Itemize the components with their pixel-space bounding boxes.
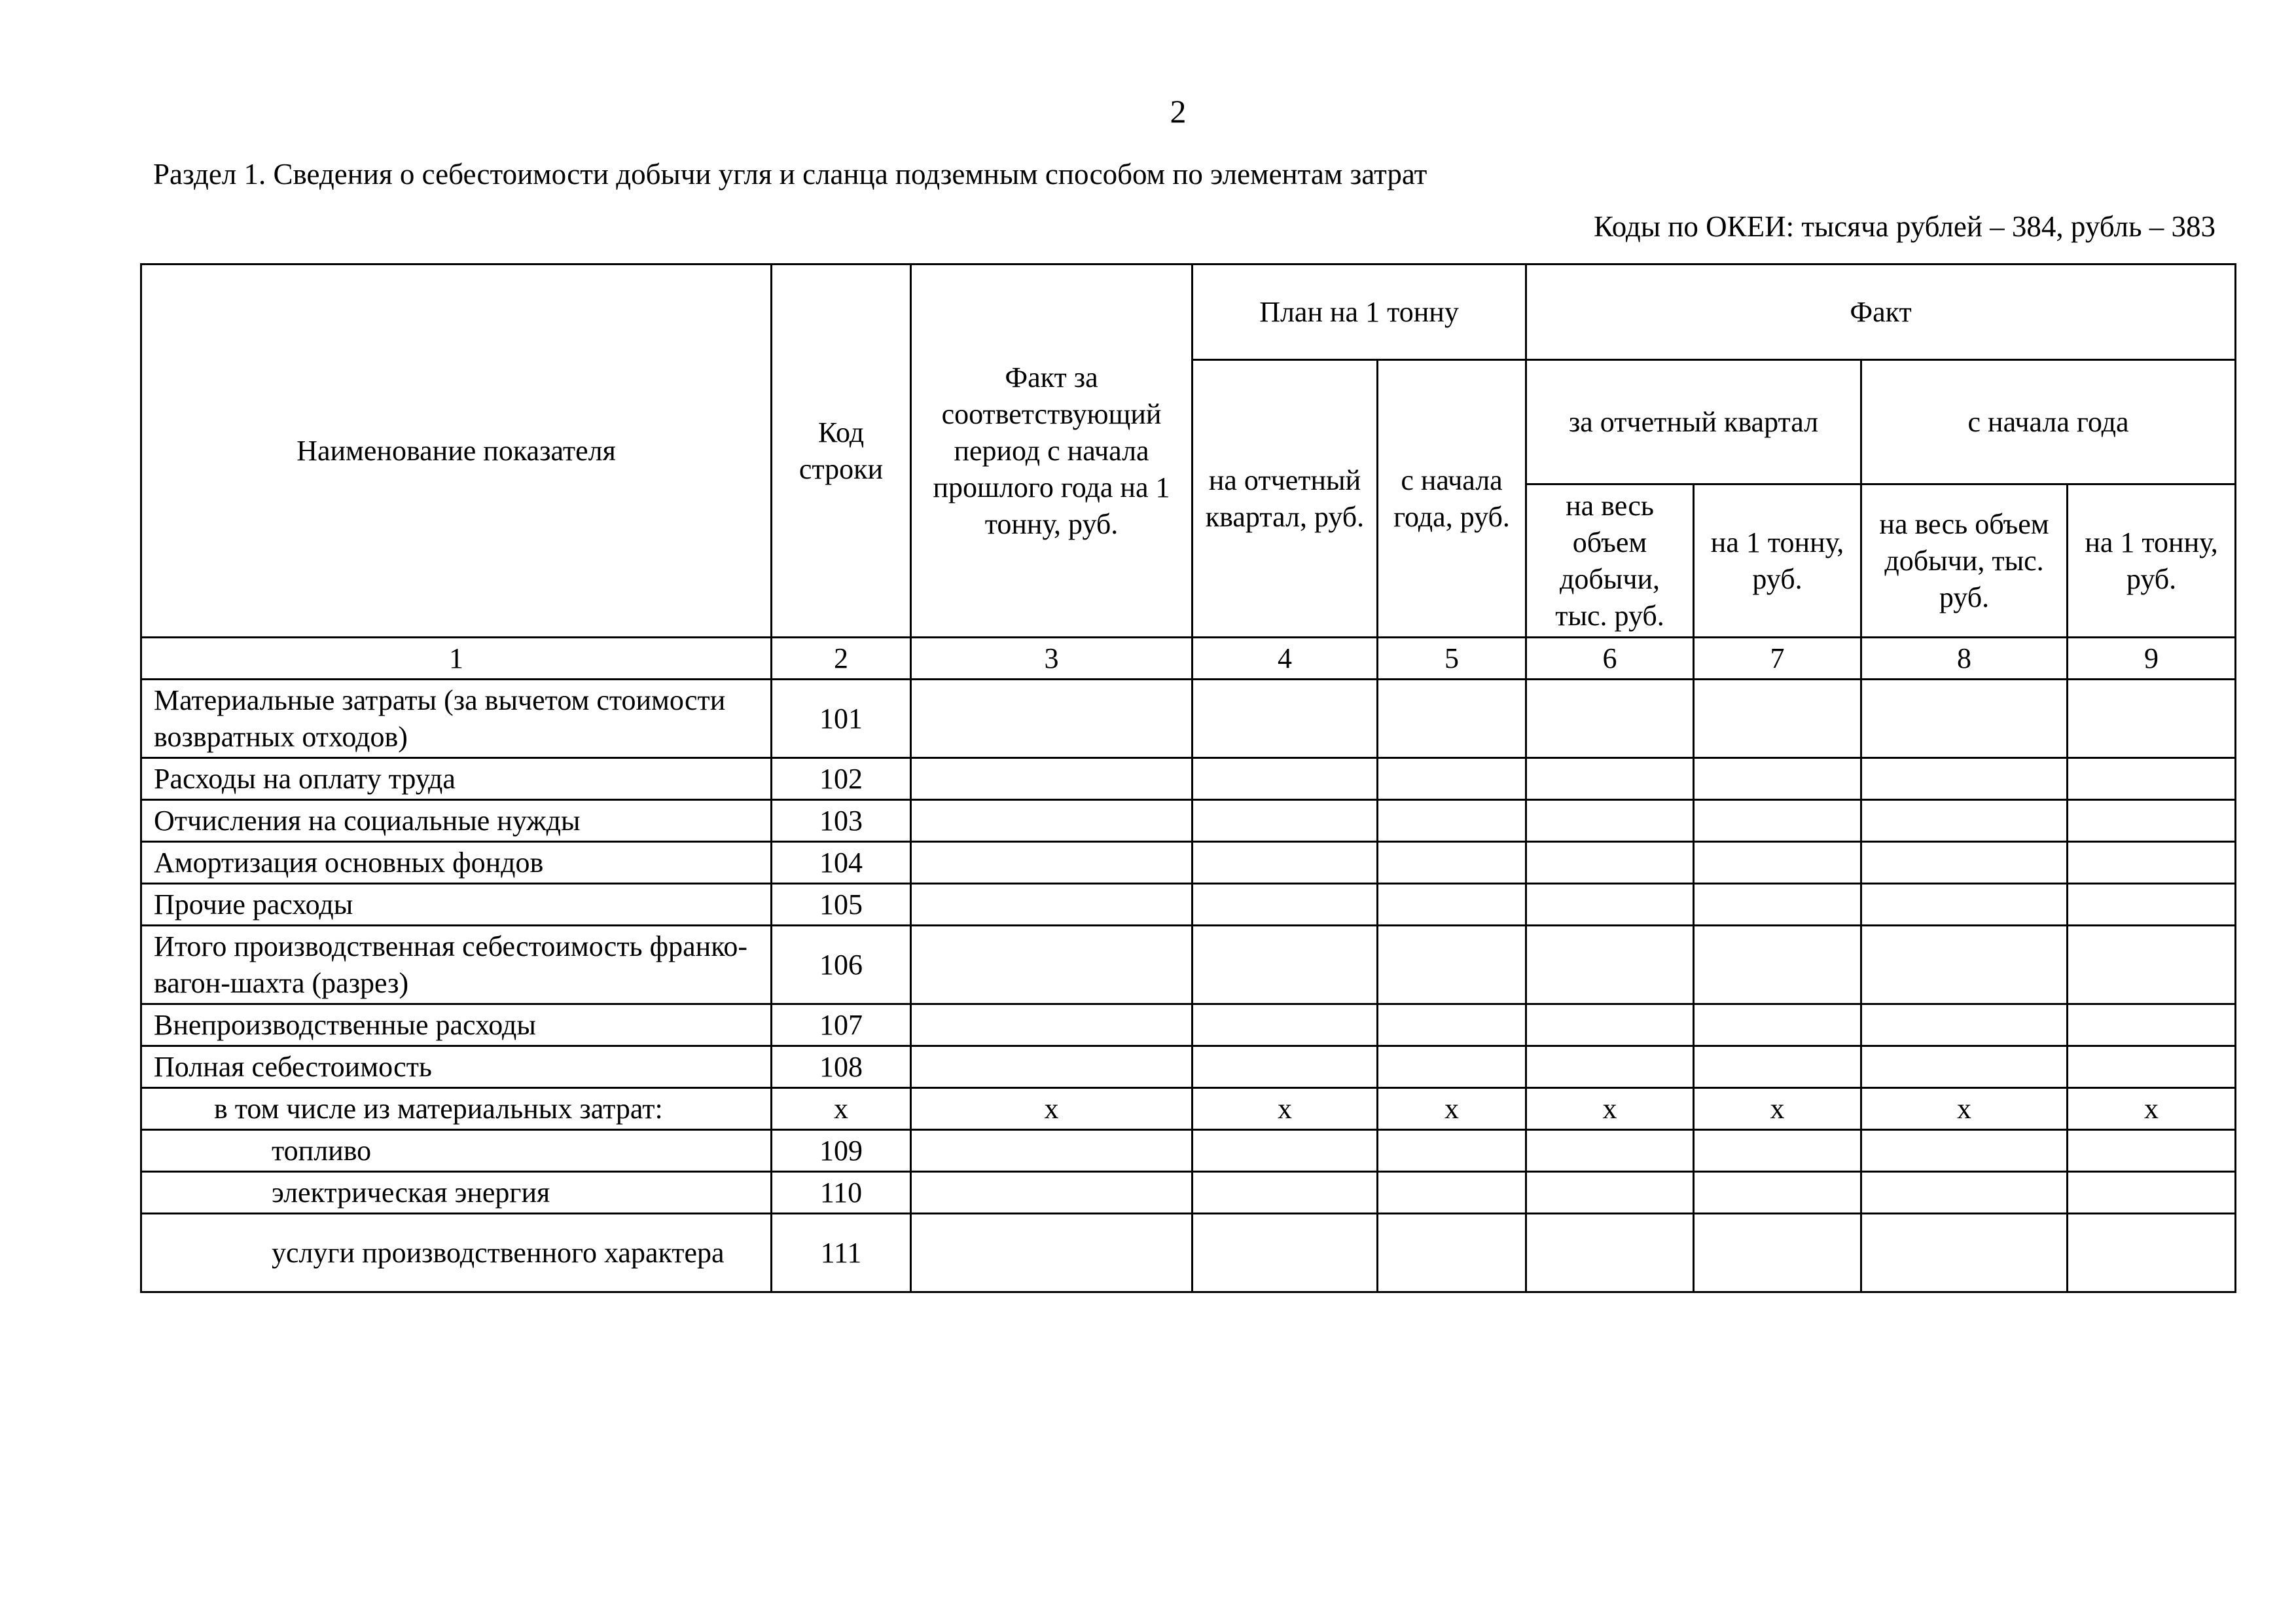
value-cell[interactable] <box>1526 926 1694 1004</box>
value-cell[interactable] <box>911 1004 1193 1046</box>
value-cell[interactable] <box>1694 884 1861 926</box>
column-number-row <box>141 638 2236 680</box>
table-row <box>141 758 2236 800</box>
value-cell[interactable] <box>911 884 1193 926</box>
row-code-cell: 110 <box>772 1172 911 1214</box>
value-cell[interactable] <box>1193 680 1378 758</box>
header-row-code: Код строки <box>772 264 911 638</box>
value-cell[interactable]: х <box>1526 1088 1694 1130</box>
value-cell[interactable] <box>1378 1172 1526 1214</box>
row-code-cell: 109 <box>772 1130 911 1172</box>
indicator-name-cell: Отчисления на социальные нужды <box>141 800 772 842</box>
value-cell[interactable]: х <box>1193 1088 1378 1130</box>
value-cell[interactable] <box>1694 1046 1861 1088</box>
value-cell[interactable] <box>1193 1130 1378 1172</box>
column-number: 5 <box>1378 638 1526 680</box>
value-cell[interactable] <box>2068 800 2236 842</box>
column-number: 4 <box>1193 638 1378 680</box>
value-cell[interactable] <box>2068 1004 2236 1046</box>
value-cell[interactable] <box>911 1214 1193 1292</box>
column-number: 7 <box>1694 638 1861 680</box>
value-cell[interactable] <box>1378 842 1526 884</box>
value-cell[interactable] <box>1378 800 1526 842</box>
header-plan-per-ton: План на 1 тонну <box>1193 264 1526 360</box>
indicator-name-cell: Полная себестоимость <box>141 1046 772 1088</box>
indicator-name-cell: Прочие расходы <box>141 884 772 926</box>
value-cell[interactable] <box>1861 1130 2068 1172</box>
header-plan-year-start: с начала года, руб. <box>1378 360 1526 638</box>
value-cell[interactable] <box>2068 926 2236 1004</box>
value-cell[interactable] <box>911 1172 1193 1214</box>
value-cell[interactable] <box>911 800 1193 842</box>
value-cell[interactable] <box>911 1046 1193 1088</box>
value-cell[interactable] <box>1861 884 2068 926</box>
indicator-name-cell: Внепроизводственные расходы <box>141 1004 772 1046</box>
indicator-name-cell: Итого производственная себестоимость франко-вагон-шахта (разрез) <box>141 926 772 1004</box>
table-row <box>141 884 2236 926</box>
value-cell[interactable] <box>1694 1214 1861 1292</box>
indicator-name-cell: электрическая энергия <box>141 1172 772 1214</box>
value-cell[interactable] <box>1694 1172 1861 1214</box>
value-cell[interactable]: х <box>1378 1088 1526 1130</box>
row-code-cell: 111 <box>772 1214 911 1292</box>
column-number: 8 <box>1861 638 2068 680</box>
value-cell[interactable] <box>1694 926 1861 1004</box>
value-cell[interactable] <box>1526 758 1694 800</box>
value-cell[interactable] <box>2068 1172 2236 1214</box>
row-code-cell: 105 <box>772 884 911 926</box>
table-row <box>141 926 2236 1004</box>
row-code-cell: 101 <box>772 680 911 758</box>
column-number: 3 <box>911 638 1193 680</box>
value-cell[interactable] <box>1526 1130 1694 1172</box>
value-cell[interactable] <box>1861 1214 2068 1292</box>
value-cell[interactable] <box>911 1130 1193 1172</box>
value-cell[interactable]: х <box>1861 1088 2068 1130</box>
value-cell[interactable] <box>1861 1046 2068 1088</box>
header-fact-year-total: на весь объем добычи, тыс. руб. <box>1861 484 2068 638</box>
row-code-cell: 106 <box>772 926 911 1004</box>
value-cell[interactable]: х <box>2068 1088 2236 1130</box>
cost-table <box>140 263 2236 1293</box>
value-cell[interactable] <box>1378 680 1526 758</box>
value-cell[interactable]: х <box>1694 1088 1861 1130</box>
row-code-cell: 102 <box>772 758 911 800</box>
value-cell[interactable] <box>1861 1172 2068 1214</box>
value-cell[interactable]: х <box>911 1088 1193 1130</box>
value-cell[interactable] <box>2068 680 2236 758</box>
value-cell[interactable] <box>2068 1130 2236 1172</box>
value-cell[interactable] <box>1526 680 1694 758</box>
value-cell[interactable] <box>2068 1046 2236 1088</box>
value-cell[interactable] <box>1378 1004 1526 1046</box>
value-cell[interactable] <box>1526 842 1694 884</box>
value-cell[interactable] <box>1193 800 1378 842</box>
indicator-name-cell: Расходы на оплату труда <box>141 758 772 800</box>
value-cell[interactable] <box>1694 1130 1861 1172</box>
okei-codes: Коды по ОКЕИ: тысяча рублей – 384, рубль – 383 <box>1593 210 2215 243</box>
column-number: 1 <box>141 638 772 680</box>
table-row <box>141 800 2236 842</box>
indicator-name-cell: в том числе из материальных затрат: <box>141 1088 772 1130</box>
value-cell[interactable] <box>1193 926 1378 1004</box>
value-cell[interactable] <box>2068 842 2236 884</box>
value-cell[interactable] <box>1193 842 1378 884</box>
value-cell[interactable] <box>911 758 1193 800</box>
indicator-name-cell: услуги производственного характера <box>141 1214 772 1292</box>
value-cell[interactable] <box>1694 758 1861 800</box>
value-cell[interactable] <box>1378 758 1526 800</box>
table-row <box>141 1004 2236 1046</box>
value-cell[interactable] <box>911 926 1193 1004</box>
header-fact: Факт <box>1526 264 2236 360</box>
column-number: 2 <box>772 638 911 680</box>
page-number: 2 <box>1170 93 1187 130</box>
value-cell[interactable] <box>1861 842 2068 884</box>
value-cell[interactable] <box>1193 758 1378 800</box>
value-cell[interactable] <box>2068 884 2236 926</box>
table-body <box>141 638 2236 1292</box>
table-row <box>141 1214 2236 1292</box>
value-cell[interactable] <box>1378 1046 1526 1088</box>
value-cell[interactable] <box>1378 926 1526 1004</box>
value-cell[interactable] <box>1193 1046 1378 1088</box>
row-code-cell: 107 <box>772 1004 911 1046</box>
table-row <box>141 1172 2236 1214</box>
row-code-cell: х <box>772 1088 911 1130</box>
header-fact-prev-year: Факт за соответствующий период с начала прошлого года на 1 тонну, руб. <box>911 264 1193 638</box>
value-cell[interactable] <box>1694 1004 1861 1046</box>
header-fact-year-per-ton: на 1 тонну, руб. <box>2068 484 2236 638</box>
value-cell[interactable] <box>1861 800 2068 842</box>
header-indicator-name: Наименование показателя <box>141 264 772 638</box>
value-cell[interactable] <box>1193 1172 1378 1214</box>
value-cell[interactable] <box>1526 1046 1694 1088</box>
row-code-cell: 104 <box>772 842 911 884</box>
value-cell[interactable] <box>1861 1004 2068 1046</box>
table-row <box>141 680 2236 758</box>
value-cell[interactable] <box>1861 758 2068 800</box>
value-cell[interactable] <box>1526 800 1694 842</box>
value-cell[interactable] <box>1378 884 1526 926</box>
indicator-name-cell: Материальные затраты (за вычетом стоимости возвратных отходов) <box>141 680 772 758</box>
value-cell[interactable] <box>1694 680 1861 758</box>
value-cell[interactable] <box>911 680 1193 758</box>
table-row <box>141 1046 2236 1088</box>
value-cell[interactable] <box>2068 758 2236 800</box>
header-fact-quarter: за отчетный квартал <box>1526 360 1861 484</box>
table-header <box>141 264 2236 638</box>
value-cell[interactable] <box>1378 1214 1526 1292</box>
header-fact-quarter-total: на весь объем добычи, тыс. руб. <box>1526 484 1694 638</box>
value-cell[interactable] <box>1526 1214 1694 1292</box>
value-cell[interactable] <box>1861 926 2068 1004</box>
column-number: 9 <box>2068 638 2236 680</box>
value-cell[interactable] <box>1193 884 1378 926</box>
value-cell[interactable] <box>1861 680 2068 758</box>
value-cell[interactable] <box>2068 1214 2236 1292</box>
table-row <box>141 1088 2236 1130</box>
value-cell[interactable] <box>1193 1004 1378 1046</box>
header-fact-year-start: с начала года <box>1861 360 2236 484</box>
value-cell[interactable] <box>1694 800 1861 842</box>
value-cell[interactable] <box>1526 1004 1694 1046</box>
table-row <box>141 842 2236 884</box>
value-cell[interactable] <box>1694 842 1861 884</box>
value-cell[interactable] <box>1193 1214 1378 1292</box>
row-code-cell: 108 <box>772 1046 911 1088</box>
indicator-name-cell: Амортизация основных фондов <box>141 842 772 884</box>
header-fact-quarter-per-ton: на 1 тонну, руб. <box>1694 484 1861 638</box>
value-cell[interactable] <box>1526 884 1694 926</box>
section-title: Раздел 1. Сведения о себестоимости добычи угля и сланца подземным способом по элементам затрат <box>153 158 1427 191</box>
table-row <box>141 1130 2236 1172</box>
value-cell[interactable] <box>1526 1172 1694 1214</box>
indicator-name-cell: топливо <box>141 1130 772 1172</box>
value-cell[interactable] <box>911 842 1193 884</box>
header-plan-quarter: на отчетный квартал, руб. <box>1193 360 1378 638</box>
value-cell[interactable] <box>1378 1130 1526 1172</box>
column-number: 6 <box>1526 638 1694 680</box>
row-code-cell: 103 <box>772 800 911 842</box>
